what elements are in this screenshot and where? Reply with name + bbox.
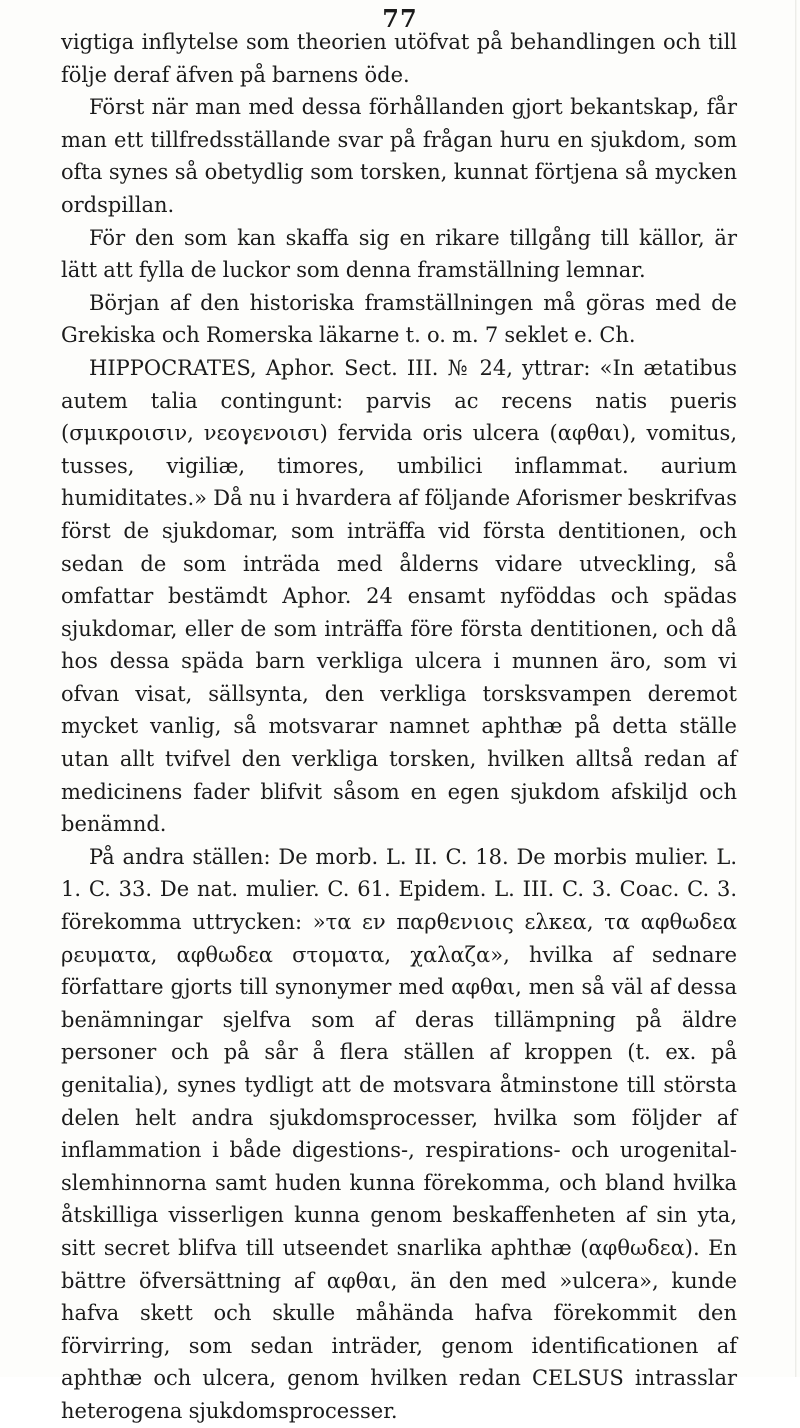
page-edge-shadow [795, 0, 797, 1377]
paragraph-hippocrates: HIPPOCRATES, Aphor. Sect. III. № 24, yttrar: «In ætatibus autem talia contingunt: parvis ac recens natis pueris (σμικροισιν, νεογενοισι) fervida oris ulcera (αφθαι), vomitus, tusses, vigiliæ, timores, umbilici inflammat. aurium humiditates.» Då nu i hvardera af följande Aforismer beskrifvas först de sjukdomar, som inträffa vid första dentitionen, och sedan de som inträda med ålderns vidare utveckling, så omfattar bestämdt Aphor. 24 ensamt nyföddas och spädas sjukdomar, eller de som inträffa före första dentitionen, och då hos dessa späda barn verkliga ulcera i munnen äro, som vi ofvan visat, sällsynta, den verkliga torsksvampen deremot mycket vanlig, så motsvarar namnet aphthæ på detta ställe utan allt tvifvel den verkliga torsken, hvilken alltså redan af medicinens fader blifvit såsom en egen sjukdom afskiljd och benämnd. [61, 355, 737, 837]
paragraph-for-den: För den som kan skaffa sig en rikare tillgång till källor, är lätt att fylla de luckor som denna framställning lemnar. [61, 225, 737, 283]
body-text [61, 26, 737, 1428]
paragraph-continuation: vigtiga inflytelse som theorien utöfvat på behandlingen och till följe deraf äfven på barnens öde. [61, 30, 737, 87]
page-number: 77 [382, 4, 418, 33]
paragraph-forst-nar: Först när man med dessa förhållanden gjort bekantskap, får man ett tillfredsställande svar på frågan huru en sjukdom, som ofta synes så obetydlig som torsken, kunnat förtjena så mycken ordspillan. [61, 95, 737, 217]
paragraph-andra-stallen: På andra ställen: De morb. L. II. C. 18. De morbis mulier. L. 1. C. 33. De nat. mulier. C. 61. Epidem. L. III. C. 3. Coac. C. 3. förekomma uttrycken: »τα εν παρθενιοις ελκεα, τα αφθωδεα ρευματα, αφθωδεα στοματα, χαλαζα», hvilka af sednare författare gjorts till synonymer med αφθαι, men så väl af dessa benämningar sjelfva som af deras tillämpning på äldre personer och på sår å flera ställen af kroppen (t. ex. på genitalia), synes tydligt att de motsvara åtminstone till största delen helt andra sjukdomsprocesser, hvilka som följder af inflammation i både digestions-, respirations- och urogenital-slemhinnorna samt huden kunna förekomma, och bland hvilka åtskilliga visserligen kunna genom beskaffenheten af sin yta, sitt secret blifva till utseendet snarlika aphthæ (αφθωδεα). En bättre öfversättning af αφθαι, än den med »ulcera», kunde hafva skett och skulle måhända hafva förekommit den förvirring, som sedan inträder, genom identificationen af aphthæ och ulcera, genom hvilken redan CELSUS intrasslar heterogena sjukdomsprocesser. [61, 844, 737, 1423]
paragraph-borjan: Början af den historiska framställningen må göras med de Grekiska och Romerska läkarne t. o. m. 7 seklet e. Ch. [61, 290, 737, 348]
